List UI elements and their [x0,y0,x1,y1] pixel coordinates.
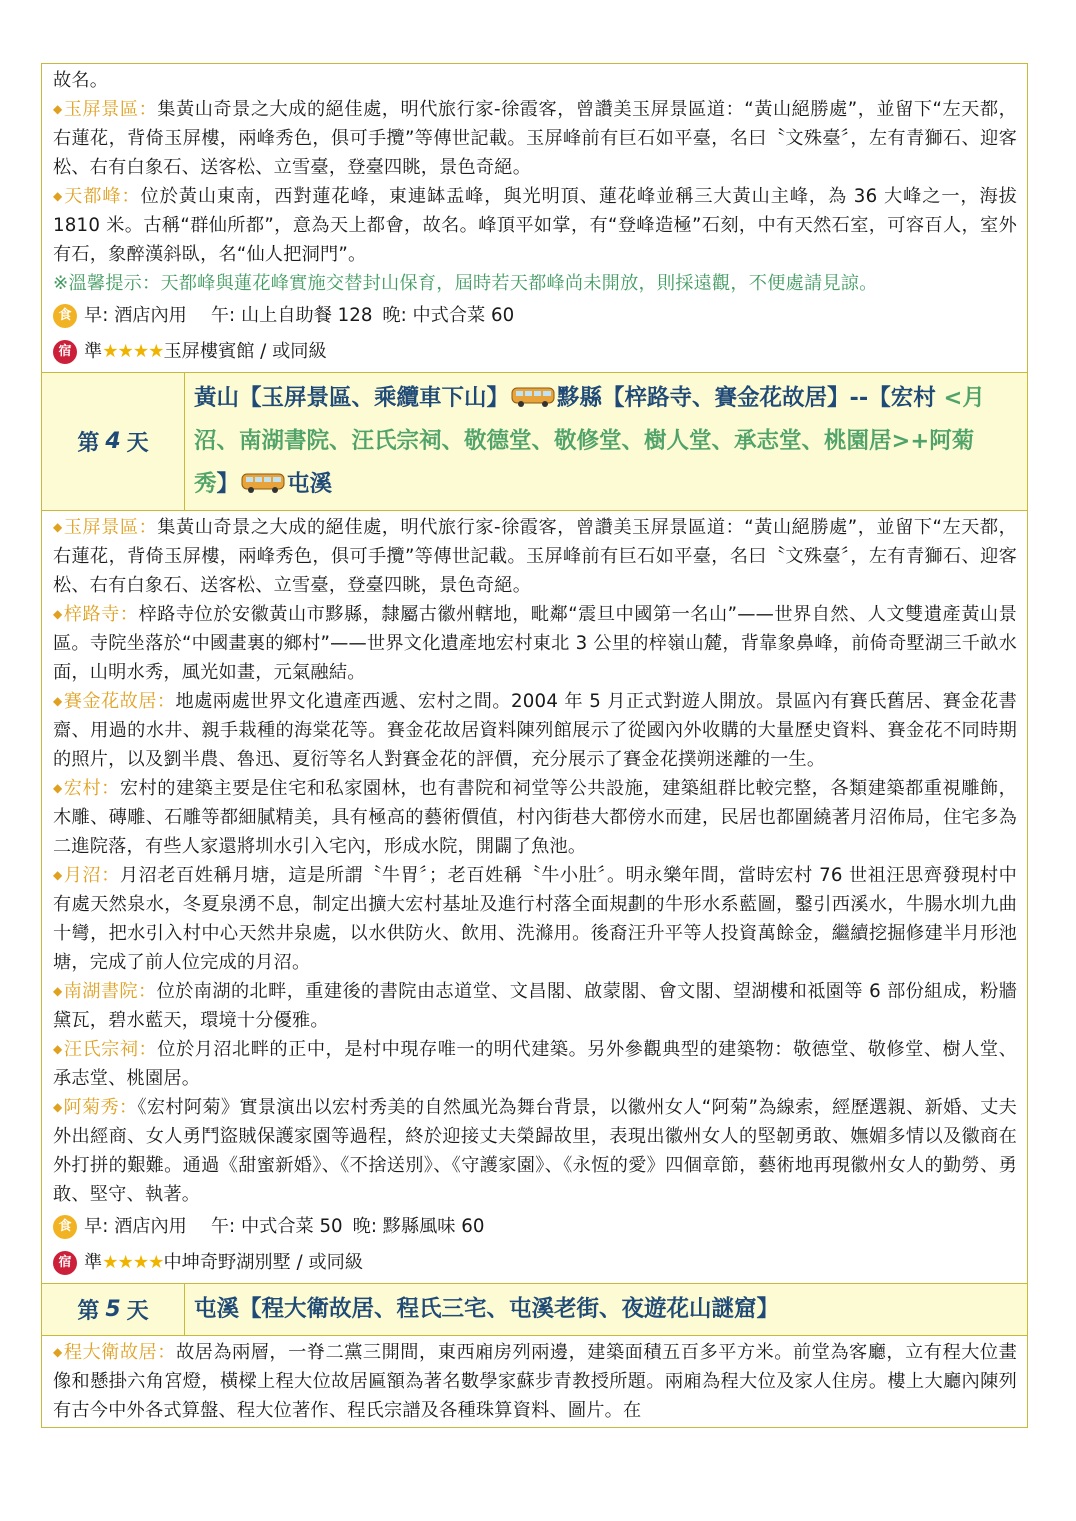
day-label-suffix: 天 [126,1299,149,1324]
hotel-prefix: 準 [84,341,103,362]
item-text: 地處兩處世界文化遺產西遞、宏村之間。2004 年 5 月正式對遊人開放。景區內有賽氏舊居、賽金花書齋、用過的水井、親手栽種的海棠花等。賽金花故居資料陳列館展示了從國內外收購的大量歷史資料、賽金花不同時期的照片，以及劉半農、魯迅、夏衍等名人對賽金花的評價，充分展示了賽金花撲朔迷離的一生。 [53,691,1017,770]
diamond-bullet-icon: ◆ [53,1042,63,1056]
item-separator: ： [101,865,120,886]
item-title: 南湖書院 [63,981,138,1002]
item-title: 月沼 [63,865,102,886]
item-separator: ： [101,778,120,799]
item-separator: ： [119,1097,138,1118]
item-text: 位於月沼北畔的正中，是村中現存唯一的明代建築。另外參觀典型的建築物：敬德堂、敬修堂、樹人堂、承志堂、桃園居。 [53,1039,1018,1089]
day-number: 4 [105,429,121,454]
bus-icon [241,472,285,494]
day4-title-part5: 屯溪 [287,471,333,497]
day4-item [53,1035,1017,1093]
day3-item-yuping [53,95,1017,182]
star-rating-icon: ★★★★ [102,1252,164,1273]
diamond-bullet-icon: ◆ [53,1345,63,1359]
day5-content [42,1336,1027,1428]
warm-tip: ※溫馨提示：天都峰與蓮花峰實施交替封山保育，屆時若天都峰尚未開放，則採遠觀，不便處請見諒。 [53,273,878,294]
item-title: 程大衛故居 [63,1342,158,1363]
item-separator: ： [156,691,176,712]
item-separator: ： [157,1342,176,1363]
item-separator: ： [121,186,141,207]
day4-title-part2: 黟縣【梓路寺、賽金花故居】--【宏村 [557,385,936,411]
itinerary-page [41,63,1028,1428]
meal-icon: 食 [53,304,77,328]
day4-title-part1: 黃山【玉屏景區、乘纜車下山】 [194,385,510,411]
day4-item [53,861,1017,977]
item-text: 集黃山奇景之大成的絕佳處，明代旅行家-徐霞客，曾讚美玉屏景區道：“黃山絕勝處”，並留下“左天都，右蓮花，背倚玉屏樓，兩峰秀色，俱可手攬”等傳世記載。玉屏峰前有巨石如平臺，名曰〝文殊臺〞，左有青獅石、迎客松、右有白象石、送客松、立雪臺，登臺四眺，景色奇絕。 [53,99,1017,178]
hotel-name: 中坤奇野湖別墅 / 或同級 [163,1252,364,1273]
day4-title [185,373,1027,510]
day4-content [42,511,1027,1284]
day4-title-part3: <月沼、南湖書院、汪氏宗祠、敬德堂、敬修堂、樹人堂、承志堂、桃園居>+阿菊秀 [194,385,985,497]
item-text: 位於黃山東南，西對蓮花峰，東連缽盂峰，與光明頂、蓮花峰並稱三大黃山主峰，為 36 大峰之一，海拔 1810 米。古稱“群仙所都”，意為天上都會，故名。峰頂平如掌，有“登峰造極”石刻，中有天然石室，可容百人，室外有石，象醉漢斜臥，名“仙人把洞門”。 [53,186,1017,265]
meal-lunch: 午: 山上自助餐 128 [210,305,373,326]
hotel-row [53,334,1017,370]
day-label-prefix: 第 [77,431,100,456]
item-title: 汪氏宗祠 [63,1039,139,1060]
diamond-bullet-icon: ◆ [53,868,63,882]
diamond-bullet-icon: ◆ [53,607,63,621]
item-title: 阿菊秀 [63,1097,120,1118]
item-title: 宏村 [63,778,102,799]
day5-title: 屯溪【程大衛故居、程氏三宅、屯溪老街、夜遊花山謎窟】 [194,1296,780,1322]
hotel-name: 玉屏樓賓館 / 或同級 [163,341,327,362]
hotel-prefix: 準 [84,1252,103,1273]
diamond-bullet-icon: ◆ [53,694,63,708]
day5-label [42,1284,185,1335]
diamond-bullet-icon: ◆ [53,520,63,534]
meal-row [53,1209,1017,1245]
day4-item [53,687,1017,774]
diamond-bullet-icon: ◆ [53,781,63,795]
bus-icon [511,386,555,408]
meal-icon: 食 [53,1215,77,1239]
day4-item [53,977,1017,1035]
meal-lunch: 午: 中式合菜 50 [210,1216,343,1237]
day4-item [53,513,1017,600]
itinerary-table [41,63,1028,1428]
day5-item [53,1338,1017,1425]
day4-item [53,774,1017,861]
meal-row [53,298,1017,334]
day4-title-part4: 】 [216,471,240,497]
item-text: 位於南湖的北畔，重建後的書院由志道堂、文昌閣、啟蒙閣、會文閣、望湖樓和祗園等 6 部份組成，粉牆黛瓦，碧水藍天，環境十分優雅。 [53,981,1017,1031]
day-label-prefix: 第 [77,1299,100,1324]
day4-item [53,600,1017,687]
item-text: 故居為兩層，一脊二黨三開間，東西廂房列兩邊，建築面積五百多平方米。前堂為客廳，立有程大位畫像和懸掛六角宮燈，橫樑上程大位故居匾額為著名數學家蘇步青教授所題。兩廂為程大位及家人住房。樓上大廳內陳列有古今中外各式算盤、程大位著作、程氏宗譜及各種珠算資料、圖片。在 [53,1342,1017,1421]
item-separator: ： [138,1039,158,1060]
star-rating-icon: ★★★★ [102,341,164,362]
day4-label [42,373,185,510]
item-title: 玉屏景區 [63,517,139,538]
diamond-bullet-icon: ◆ [53,1100,63,1114]
meal-breakfast: 早: 酒店內用 [84,1216,187,1237]
diamond-bullet-icon: ◆ [53,102,63,116]
item-title: 梓路寺 [63,604,120,625]
day3-content [42,64,1027,373]
item-separator: ： [119,604,139,625]
day4-header [42,373,1027,511]
item-separator: ： [138,981,157,1002]
diamond-bullet-icon: ◆ [53,189,64,203]
day5-header [42,1284,1027,1336]
day4-item [53,1093,1017,1209]
meal-breakfast: 早: 酒店內用 [84,305,187,326]
hotel-row [53,1245,1017,1281]
item-title: 賽金花故居 [63,691,157,712]
item-separator: ： [138,99,158,120]
diamond-bullet-icon: ◆ [53,984,63,998]
day-number: 5 [105,1297,121,1322]
item-text: 宏村的建築主要是住宅和私家園林，也有書院和祠堂等公共設施，建築組群比較完整，各類建築都重視雕飾，木雕、磚雕、石雕等都細膩精美，具有極高的藝術價值，村內街巷大都傍水而建，民居也都圍繞著月沼佈局，住宅多為二進院落，有些人家還將圳水引入宅內，形成水院，開闢了魚池。 [53,778,1018,857]
day-label-suffix: 天 [126,431,149,456]
item-title: 天都峰 [64,186,122,207]
hotel-icon: 宿 [53,340,77,364]
meal-dinner: 晚: 黟縣風味 60 [352,1216,485,1237]
item-text: 梓路寺位於安徽黃山市黟縣，隸屬古徽州轄地，毗鄰“震旦中國第一名山”——世界自然、人文雙遺產黃山景區。寺院坐落於“中國畫裏的鄉村”——世界文化遺產地宏村東北 3 公里的梓嶺山麓，背靠象鼻峰，前倚奇墅湖三千畝水面，山明水秀，風光如畫，元氣融結。 [53,604,1017,683]
day3-text-tail: 故名。 [53,70,109,91]
item-separator: ： [138,517,158,538]
item-text: 月沼老百姓稱月塘，這是所謂〝牛胃〞；老百姓稱〝牛小肚〞。明永樂年間，當時宏村 76 世祖汪思齊發現村中有處天然泉水，冬夏泉湧不息，制定出擴大宏村基址及進行村落全面規劃的牛形水系藍圖，鑿引西溪水，牛腸水圳九曲十彎，把水引入村中心天然井泉處，以水供防火、飲用、洗滌用。後裔汪升平等人投資萬餘金，繼續挖掘修建半月形池塘，完成了前人位完成的月沼。 [53,865,1018,973]
hotel-icon: 宿 [53,1251,77,1275]
item-text: 《宏村阿菊》實景演出以宏村秀美的自然風光為舞台背景，以徽州女人“阿菊”為線索，經歷選親、新婚、丈夫外出經商、女人勇鬥盜賊保護家園等過程，終於迎接丈夫榮歸故里，表現出徽州女人的堅韌勇敢、嫵媚多情以及徽商在外打拼的艱難。通過《甜蜜新婚》、《不捨送別》、《守護家園》、《永恆的愛》四個章節，藝術地再現徽州女人的勤勞、勇敢、堅守、執著。 [53,1097,1017,1205]
item-text: 集黃山奇景之大成的絕佳處，明代旅行家-徐霞客，曾讚美玉屏景區道：“黃山絕勝處”，並留下“左天都，右蓮花，背倚玉屏樓，兩峰秀色，俱可手攬”等傳世記載。玉屏峰前有巨石如平臺，名曰〝文殊臺〞，左有青獅石、迎客松、右有白象石、送客松、立雪臺，登臺四眺，景色奇絕。 [53,517,1017,596]
meal-dinner: 晚: 中式合菜 60 [382,305,515,326]
item-title: 玉屏景區 [63,99,139,120]
day3-item-tiandu [53,182,1017,269]
